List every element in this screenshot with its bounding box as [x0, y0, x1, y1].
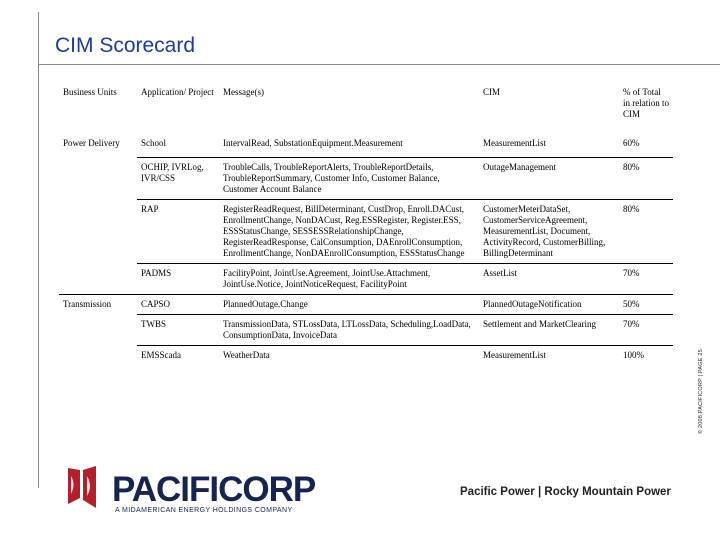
table-row	[59, 346, 673, 366]
cim-scorecard-table	[59, 83, 673, 365]
messages-cell: IntervalRead, SubstationEquipment.Measurement	[223, 138, 403, 148]
table-row	[59, 158, 673, 200]
messages-cell: PlannedOutage.Change	[219, 295, 479, 315]
percent-cell: 50%	[619, 295, 673, 315]
application-cell: CAPSO	[137, 295, 219, 315]
business-unit-cell	[59, 315, 137, 346]
left-vertical-rule	[38, 12, 39, 488]
business-unit-cell	[59, 346, 137, 366]
messages-cell: TroubleCalls, TroubleReportAlerts, TroubleReportDetails, TroubleReportSummary, Customer Info, Customer Balance, Customer Account Balance	[219, 158, 479, 200]
table-header-row	[59, 83, 673, 130]
application-cell: OCHIP, IVRLog, IVR/CSS	[137, 158, 219, 200]
application-cell: EMSScada	[137, 346, 219, 366]
table-row	[59, 315, 673, 346]
percent-cell: 80%	[619, 200, 673, 264]
cim-cell: AssetList	[479, 264, 619, 295]
application-cell: School	[141, 138, 167, 148]
messages-cell: RegisterReadRequest, BillDeterminant, CustDrop, Enroll.DACust, EnrollmentChange, NonDACust, Reg.ESSRegister, Register.ESS, ESSStatusChange, SESSESSRelationshipChange, RegisterReadResponse, CalConsumption, DAEnrollConsumption, EnrollmentChange, NonDAEnrollConsumption, ESSStatusChange	[219, 200, 479, 264]
business-unit-cell	[59, 264, 137, 295]
business-unit-cell: Transmission	[59, 295, 137, 315]
messages-cell: FacilityPoint, JointUse.Agreement, JointUse.Attachment, JointUse.Notice, JointNoticeRequest, FacilityPoint	[219, 264, 479, 295]
power-brands: Pacific Power | Rocky Mountain Power	[460, 486, 671, 498]
percent-cell: 100%	[619, 346, 673, 366]
page-title: CIM Scorecard	[55, 34, 196, 57]
header-business-units: Business Units	[63, 87, 117, 97]
application-cell: TWBS	[137, 315, 219, 346]
messages-cell: TransmissionData, STLossData, LTLossData, Scheduling,LoadData, ConsumptionData, InvoiceData	[219, 315, 479, 346]
percent-cell: 60%	[623, 138, 640, 148]
cim-cell: OutageManagement	[479, 158, 619, 200]
table-row	[59, 200, 673, 264]
table-row	[59, 264, 673, 295]
percent-cell: 70%	[619, 264, 673, 295]
header-application-project: Application/ Project	[141, 87, 214, 97]
messages-cell: WeatherData	[219, 346, 479, 366]
percent-cell: 70%	[619, 315, 673, 346]
table-row	[59, 295, 673, 315]
cim-cell: MeasurementList	[483, 138, 546, 148]
pacificorp-logo-icon	[66, 464, 102, 510]
cim-cell: Settlement and MarketClearing	[479, 315, 619, 346]
pacificorp-wordmark: PACIFICORP	[112, 470, 316, 509]
percent-cell: 80%	[619, 158, 673, 200]
business-unit-cell	[59, 200, 137, 264]
application-cell: RAP	[137, 200, 219, 264]
cim-cell: PlannedOutageNotification	[479, 295, 619, 315]
business-unit-cell: Power Delivery	[63, 138, 120, 148]
company-tagline: A MIDAMERICAN ENERGY HOLDINGS COMPANY	[115, 507, 293, 514]
copyright-page-number: © 2008 PACIFICORP | PAGE 25	[698, 349, 704, 434]
cim-cell: MeasurementList	[479, 346, 619, 366]
cim-cell: CustomerMeterDataSet, CustomerServiceAgreement, MeasurementList, Document, ActivityRecord, CustomerBilling, BillingDeterminant	[479, 200, 619, 264]
application-cell: PADMS	[137, 264, 219, 295]
title-underline-rule	[38, 64, 720, 65]
business-unit-cell	[59, 158, 137, 200]
table-row	[59, 130, 673, 158]
header-messages: Message(s)	[223, 87, 264, 97]
header-cim: CIM	[483, 87, 501, 97]
header-percent-of-total: % of Total in relation to CIM	[623, 87, 669, 119]
